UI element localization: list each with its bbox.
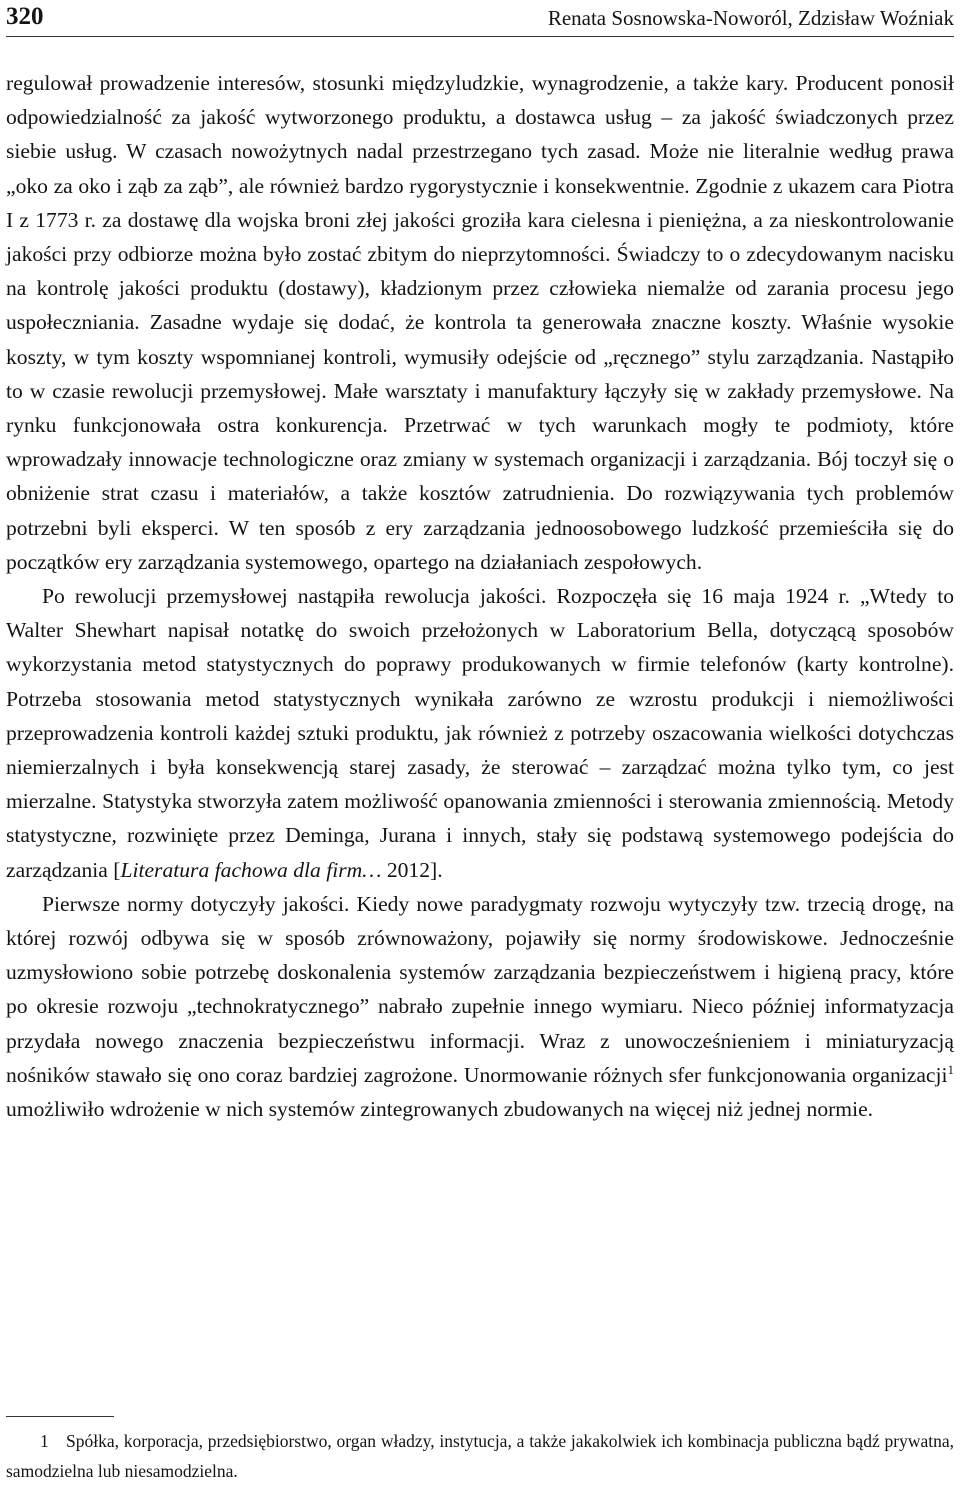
footnote-number: 1 — [40, 1431, 49, 1451]
paragraph-2-citation-year: 2012]. — [381, 857, 443, 882]
footnote-text: Spółka, korporacja, przedsiębiorstwo, organ władzy, instytucja, a także jakakolwiek ich kombinacja publiczna bądź prywatna, samodzielna lub niesamodzielna. — [6, 1431, 954, 1481]
page-number: 320 — [6, 3, 44, 30]
footnote — [6, 1426, 954, 1486]
page-header — [6, 0, 954, 37]
paragraph-3-end: umożliwiło wdrożenie w nich systemów zintegrowanych zbudowanych na więcej niż jednej normie. — [6, 1097, 874, 1122]
paragraph-1: regulował prowadzenie interesów, stosunki międzyludzkie, wynagrodzenie, a także kary. Producent ponosił odpowiedzialność za jakość wytworzonego produktu, a dostawca usług – za jakość świadczonych przez siebie usług. W czasach nowożytnych nadal przestrzegano tych zasad. Może nie literalnie według prawa „oko za oko i ząb za ząb”, ale również bardzo rygorystycznie i konsekwentnie. Zgodnie z ukazem cara Piotra I z 1773 r. za dostawę dla wojska broni złej jakości groziła kara cielesna i pieniężna, a za nieskontrolowanie jakości przy odbiorze można było zostać zbitym do nieprzytomności. Świadczy to o zdecydowanym nacisku na kontrolę jakości produktu (dostawy), kładzionym przez człowieka niemalże od zarania procesu jego uspołeczniania. Zasadne wydaje się dodać, że kontrola ta generowała znaczne koszty. Właśnie wysokie koszty, w tym koszty wspomnianej kontroli, wymusiły odejście od „ręcznego” stylu zarządzania. Nastąpiło to w czasie rewolucji przemysłowej. Małe warsztaty i manufaktury łączyły się w zakłady przemysłowe. Na rynku funkcjonowała ostra konkurencja. Przetrwać w tych warunkach mogły te podmioty, które wprowadzały innowacje technologiczne oraz zmiany w systemach organizacji i zarządzania. Bój toczył się o obniżenie strat czasu i materiałów, a także kosztów zatrudnienia. Do rozwiązywania tych problemów potrzebni byli eksperci. W ten sposób z ery zarządzania jednoosobowego ludzkość przemieściła się do początków ery zarządzania systemowego, opartego na działaniach zespołowych. — [6, 71, 954, 574]
paragraph-3 — [6, 887, 954, 1126]
running-head-authors: Renata Sosnowska-Noworól, Zdzisław Woźniak — [547, 6, 954, 30]
footnote-divider — [6, 1416, 114, 1417]
paragraph-2-text: Po rewolucji przemysłowej nastąpiła rewolucja jakości. Rozpoczęła się 16 maja 1924 r. „Wtedy to Walter Shewhart napisał notatkę do swoich przełożonych w Laboratorium Bella, dotyczącą sposobów wykorzystania metod statystycznych do poprawy produkowanych w firmie telefonów (karty kontrolne). Potrzeba stosowania metod statystycznych wynikała zarówno ze wzrostu produkcji i niemożliwości przeprowadzenia kontroli każdej sztuki produktu, jak również z potrzeby oszacowania wielkości dotychczas niemierzalnych i była konsekwencją starej zasady, że sterować – zarządzać można tylko tym, co jest mierzalne. Statystyka stworzyła zatem możliwość opanowania zmienności i sterowania zmiennością. Metody statystyczne, rozwinięte przez Deminga, Jurana i innych, stały się podstawą systemowego podejścia do zarządzania [ — [6, 584, 954, 882]
paragraph-2 — [6, 579, 954, 887]
citation-title: Literatura fachowa dla firm… — [120, 857, 382, 882]
body-text — [6, 66, 954, 1126]
footnote-reference[interactable]: 1 — [947, 1061, 954, 1077]
document-page — [6, 0, 954, 1485]
paragraph-3-text: Pierwsze normy dotyczyły jakości. Kiedy nowe paradygmaty rozwoju wytyczyły tzw. trzecią drogę, na której rozwój odbywa się w sposób zrównoważony, pojawiły się normy środowiskowe. Jednocześnie uzmysłowiono sobie potrzebę doskonalenia systemów zarządzania bezpieczeństwem i higieną pracy, które po okresie rozwoju „technokratycznego” nabrało zupełnie innego wymiaru. Nieco później informatyzacja przydała nowego znaczenia bezpieczeństwu informacji. Wraz z unowocześnieniem i miniaturyzacją nośników stawało się ono coraz bardziej zagrożone. Unormowanie różnych sfer funkcjonowania organizacji — [6, 891, 954, 1087]
